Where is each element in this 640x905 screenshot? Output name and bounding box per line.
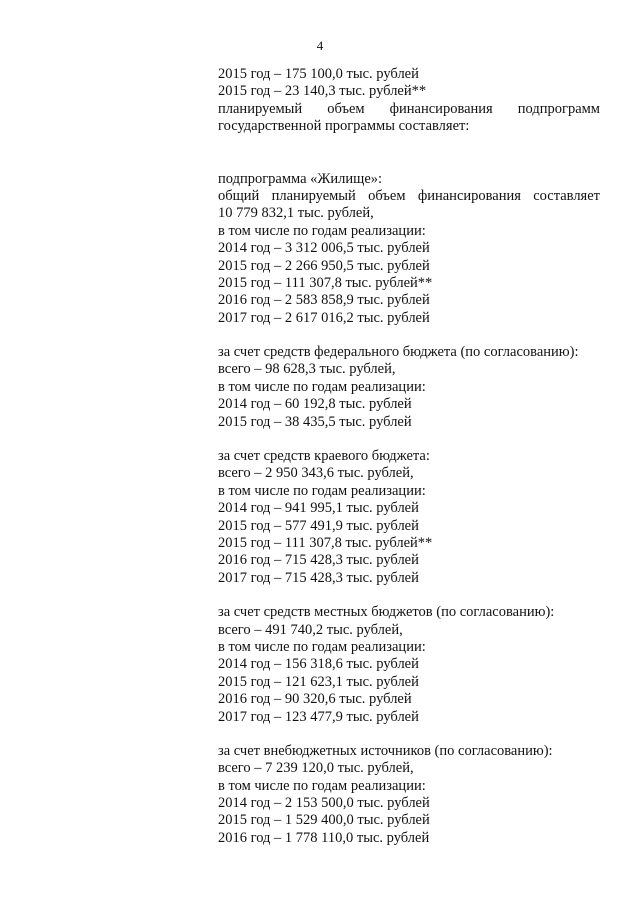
intro-line: 2015 год – 23 140,3 тыс. рублей** [218, 83, 427, 100]
section-total: всего – 7 239 120,0 тыс. рублей, [218, 760, 414, 777]
housing-word: общий [218, 187, 260, 204]
year-line: 2015 год – 111 307,8 тыс. рублей** [218, 274, 433, 291]
section-by-years: в том числе по годам реализации: [218, 777, 426, 794]
year-line: 2015 год – 111 307,8 тыс. рублей** [218, 534, 433, 551]
year-line: 2014 год – 60 192,8 тыс. рублей [218, 396, 412, 413]
year-line: 2016 год – 2 583 858,9 тыс. рублей [218, 292, 430, 309]
section-by-years: в том числе по годам реализации: [218, 482, 426, 499]
plan-word: планируемый [218, 100, 303, 117]
section-title: за счет средств краевого бюджета: [218, 448, 430, 465]
year-line: 2016 год – 90 320,6 тыс. рублей [218, 691, 412, 708]
year-line: 2017 год – 123 477,9 тыс. рублей [218, 708, 419, 725]
section-federal [218, 344, 600, 431]
section-by-years: в том числе по годам реализации: [218, 222, 426, 239]
housing-word: финансирования [417, 187, 521, 204]
year-line: 2016 год – 715 428,3 тыс. рублей [218, 552, 419, 569]
section-title: за счет средств местных бюджетов (по согласованию): [218, 604, 555, 621]
section-total: всего – 2 950 343,6 тыс. рублей, [218, 465, 414, 482]
year-line: 2014 год – 941 995,1 тыс. рублей [218, 500, 419, 517]
section-title: за счет внебюджетных источников (по согласованию): [218, 742, 553, 759]
section-total: всего – 98 628,3 тыс. рублей, [218, 361, 396, 378]
year-line: 2017 год – 2 617 016,2 тыс. рублей [218, 309, 430, 326]
year-line: 2015 год – 121 623,1 тыс. рублей [218, 673, 419, 690]
plan-line-1 [218, 101, 600, 118]
year-line: 2015 год – 1 529 400,0 тыс. рублей [218, 812, 430, 829]
housing-word: объем [368, 187, 406, 204]
year-line: 2015 год – 577 491,9 тыс. рублей [218, 517, 419, 534]
plan-word: финансирования [389, 100, 493, 117]
page-number: 4 [316, 38, 324, 53]
section-total: всего – 491 740,2 тыс. рублей, [218, 621, 403, 638]
year-line: 2015 год – 2 266 950,5 тыс. рублей [218, 257, 430, 274]
plan-word: объем [327, 100, 365, 117]
section-total: 10 779 832,1 тыс. рублей, [218, 205, 374, 222]
housing-word: составляет [533, 187, 600, 204]
housing-word: планируемый [271, 187, 356, 204]
year-line: 2014 год – 156 318,6 тыс. рублей [218, 656, 419, 673]
section-title: за счет средств федерального бюджета (по согласованию): [218, 344, 579, 361]
section-by-years: в том числе по годам реализации: [218, 638, 426, 655]
section-title: подпрограмма «Жилище»: [218, 170, 383, 187]
section-regional [218, 448, 600, 587]
section-local [218, 604, 600, 726]
year-line: 2017 год – 715 428,3 тыс. рублей [218, 569, 419, 586]
section-extrabudget [218, 743, 600, 847]
plan-word: подпрограмм [517, 100, 600, 117]
year-line: 2014 год – 2 153 500,0 тыс. рублей [218, 795, 430, 812]
housing-line-1 [218, 188, 600, 205]
section-by-years: в том числе по годам реализации: [218, 378, 426, 395]
year-line: 2014 год – 3 312 006,5 тыс. рублей [218, 240, 430, 257]
plan-line-2: государственной программы составляет: [218, 118, 470, 135]
year-line: 2016 год – 1 778 110,0 тыс. рублей [218, 829, 430, 846]
intro-line: 2015 год – 175 100,0 тыс. рублей [218, 66, 419, 82]
year-line: 2015 год – 38 435,5 тыс. рублей [218, 413, 412, 430]
document-body [218, 66, 600, 847]
section-housing [218, 171, 600, 328]
